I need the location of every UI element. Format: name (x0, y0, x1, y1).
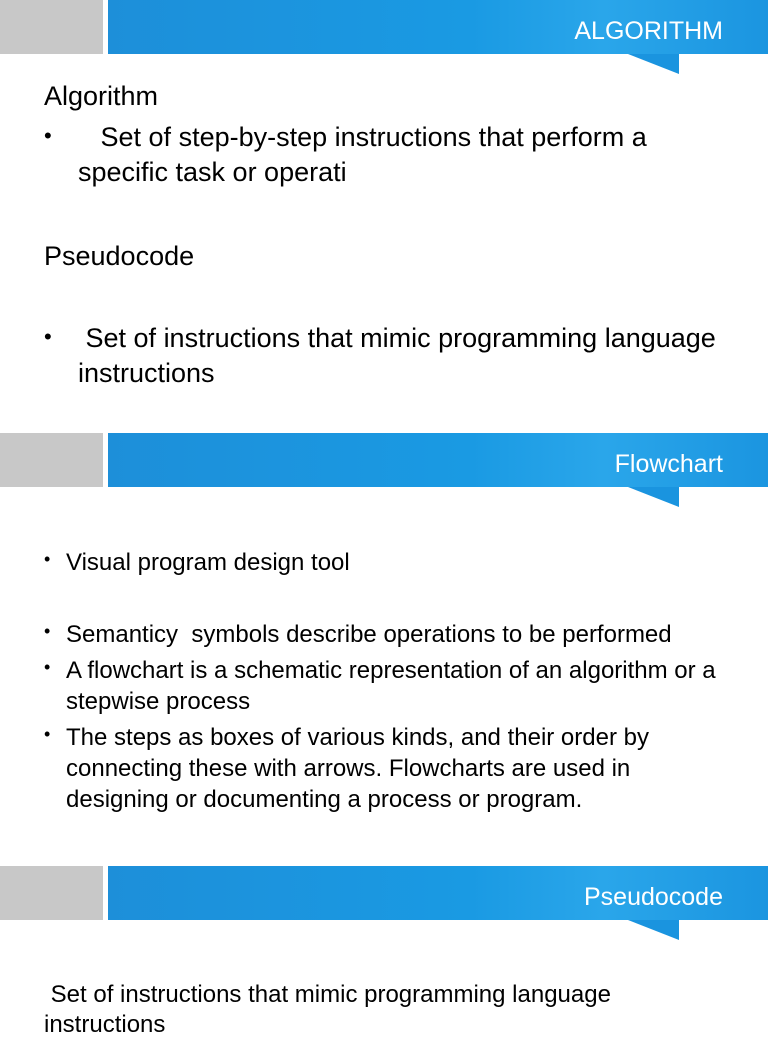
bullet-text: Set of instructions that mimic programming language instructions (78, 323, 724, 388)
slide-pseudocode (0, 866, 768, 1038)
slide-algorithm (0, 0, 768, 433)
bullet-text: A flowchart is a schematic representation of an algorithm or a stepwise process (66, 657, 723, 715)
slide-title: ALGORITHM (574, 17, 723, 45)
bullet-item (44, 547, 734, 578)
bullet-text: Set of step-by-step instructions that perform a specific task or operati (78, 122, 655, 187)
header-tab-notch (628, 54, 679, 74)
body-text: Set of instructions that mimic programming language instructions (44, 981, 618, 1038)
bullet-icon: • (44, 123, 52, 148)
bullet-icon: • (44, 724, 51, 744)
header-gray-block (0, 433, 103, 487)
bullet-text: Visual program design tool (66, 549, 350, 576)
bullet-icon: • (44, 657, 51, 677)
bullet-item (44, 120, 734, 190)
bullet-icon: • (44, 621, 51, 641)
bullet-item (44, 619, 734, 650)
bullet-icon: • (44, 549, 51, 569)
slide-flowchart (0, 433, 768, 866)
slide-header (0, 433, 768, 487)
bullet-item (44, 321, 734, 391)
bullet-icon: • (44, 324, 52, 349)
header-gray-block (0, 0, 103, 54)
slide-header (0, 0, 768, 54)
heading-pseudocode: Pseudocode (44, 241, 195, 271)
slide-header (0, 866, 768, 920)
bullet-item (44, 722, 734, 815)
header-gray-block (0, 866, 103, 920)
bullet-item (44, 655, 734, 717)
slide-title: Flowchart (614, 450, 723, 478)
bullet-text: The steps as boxes of various kinds, and their order by connecting these with arrows. Flowcharts are used in designing or documenting a process or program. (66, 724, 656, 813)
heading-algorithm: Algorithm (44, 81, 159, 111)
header-tab-notch (628, 487, 679, 507)
bullet-text: Semanticy symbols describe operations to be performed (66, 621, 672, 648)
header-tab-notch (628, 920, 679, 940)
slide-title: Pseudocode (583, 883, 723, 911)
